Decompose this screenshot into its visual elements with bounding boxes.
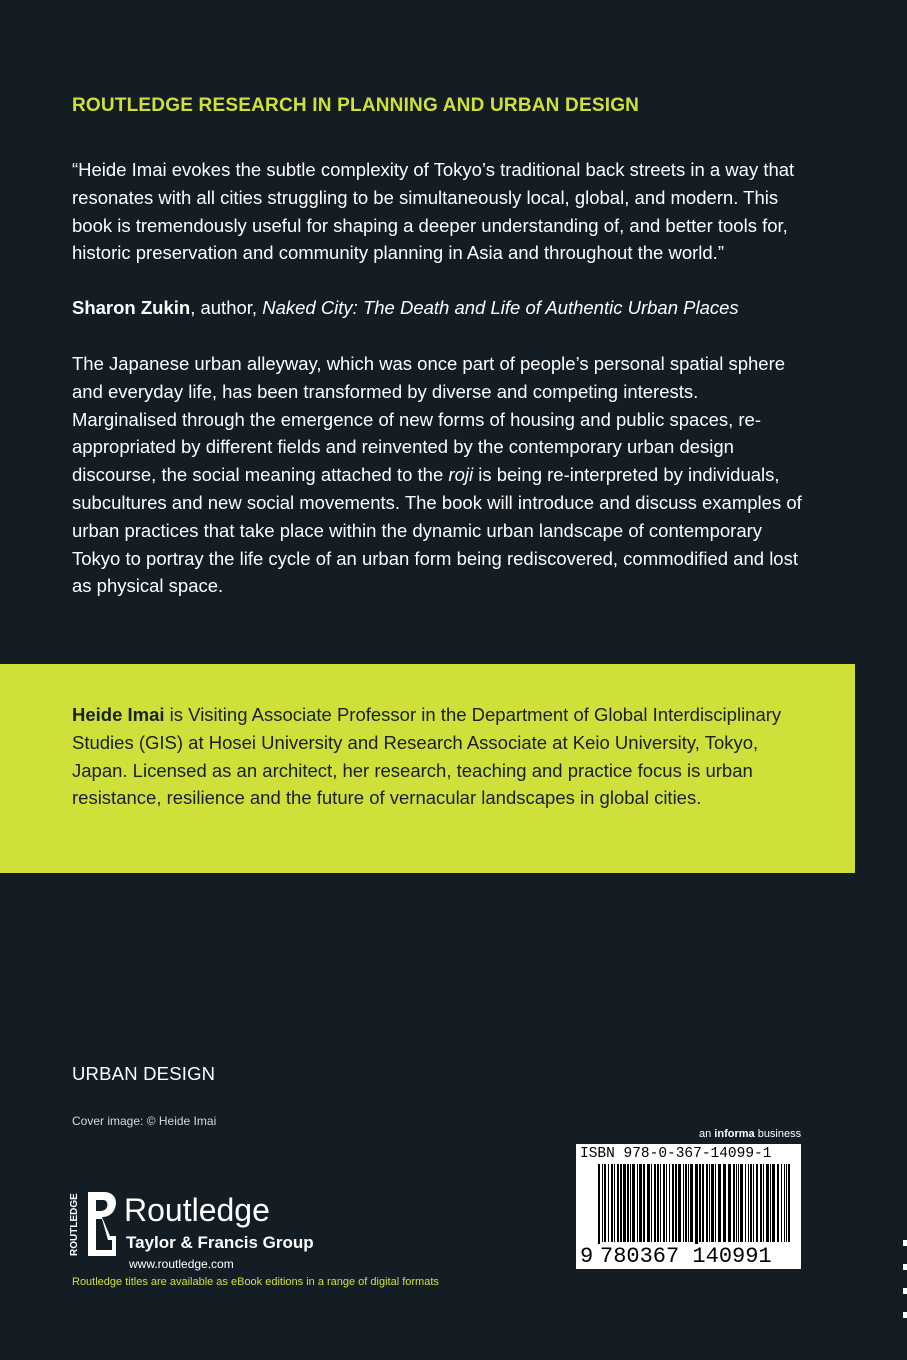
barcode-bar (672, 1164, 674, 1242)
subject-category: URBAN DESIGN (72, 1063, 216, 1084)
barcode-bar (647, 1164, 650, 1242)
author-bio-text: is Visiting Associate Professor in the Department of Global Interdisciplinary Studies (GIS) at Hosei University and Research Associate at Keio University, Tokyo, Japan. Licensed as an architect, her research, teaching and practice focus is urban resistance, resilience and the future of vernacular landscapes in global cities. (72, 704, 782, 809)
barcode-bar (728, 1164, 731, 1242)
description-part-2: is being re-interpreted by individuals, subcultures and new social movements. The book will introduce and discuss examples of urban practices that take place within the dynamic urban landscape of contemporary Tokyo to portray the life cycle of an urban form being rediscovered, commodified and lost as physical space. (72, 464, 802, 597)
barcode-bar (688, 1164, 689, 1242)
routledge-head-icon (82, 1190, 122, 1258)
barcode-bar (718, 1164, 721, 1242)
barcode-bar (777, 1164, 779, 1242)
routledge-logo (66, 1190, 366, 1265)
series-title: ROUTLEDGE RESEARCH IN PLANNING AND URBAN DESIGN (72, 95, 640, 116)
informa-brand: informa (714, 1128, 755, 1140)
barcode-bar (630, 1164, 631, 1242)
barcode-bar (663, 1164, 665, 1242)
routledge-vertical-wordmark (66, 1190, 80, 1258)
barcode-bar (669, 1164, 670, 1242)
barcode-bar (770, 1164, 771, 1242)
barcode-bar (602, 1164, 603, 1242)
publisher-url[interactable]: www.routledge.com (129, 1257, 234, 1271)
barcode-bar (699, 1164, 701, 1242)
endorser-role: , author, (190, 297, 263, 318)
barcode-bar (614, 1164, 615, 1242)
barcode-bar (723, 1164, 726, 1242)
informa-business: an informa business (699, 1128, 802, 1140)
isbn-first-digit: 9 (580, 1244, 596, 1269)
isbn-remaining-digits: 780367 140991 (600, 1244, 772, 1269)
isbn-digits (580, 1244, 798, 1269)
barcode-bar (709, 1164, 710, 1242)
barcode-bar (788, 1164, 790, 1242)
ebook-note: Routledge titles are available as eBook editions in a range of digital formats (72, 1276, 439, 1288)
isbn-label: ISBN 978-0-367-14099-1 (580, 1146, 772, 1162)
barcode-bar (685, 1164, 687, 1242)
barcode-bar (702, 1164, 704, 1242)
endorsement-attribution (72, 294, 832, 322)
publisher-group: Taylor & Francis Group (126, 1233, 314, 1252)
barcode-bar (748, 1164, 749, 1242)
barcode-bar (627, 1164, 629, 1242)
barcode-bar (620, 1164, 622, 1242)
barcode-bar (604, 1164, 606, 1242)
barcode-bar (639, 1164, 642, 1242)
barcode-bar (750, 1164, 752, 1242)
barcode-bar (766, 1164, 769, 1242)
barcode-bar (666, 1164, 667, 1242)
barcode-bar (784, 1164, 785, 1242)
barcode-bar (760, 1164, 762, 1242)
barcode-bar (781, 1164, 782, 1242)
svg-text:ROUTLEDGE: ROUTLEDGE (69, 1193, 80, 1256)
barcode-bar (738, 1164, 739, 1242)
isbn-barcode (576, 1144, 801, 1269)
barcode-bar (786, 1164, 787, 1242)
author-bio-panel (0, 664, 855, 873)
barcode-bar (623, 1164, 626, 1242)
barcode-bar (706, 1164, 708, 1242)
author-name: Heide Imai (72, 704, 165, 725)
description-part-1: The Japanese urban alleyway, which was once part of people’s personal spatial sphere and everyday life, has been transformed by diverse and competing interests. Marginalised through the emergence of new forms of housing and public spaces, re-appropriated by different fields and reinvented by the contemporary urban design discourse, the social meaning attached to the (72, 353, 786, 486)
barcode-bar (753, 1164, 754, 1242)
barcode-bar (763, 1164, 764, 1242)
book-description (72, 350, 807, 600)
description-term: roji (448, 464, 474, 486)
barcode-bar (608, 1164, 609, 1242)
barcode-bar (637, 1164, 638, 1242)
endorsement-quote: “Heide Imai evokes the subtle complexity of Tokyo’s traditional back streets in a way that resonates with all cities struggling to be simultaneously local, global, and modern. This book is tremendously useful for shaping a deeper understanding of, and better tools for, historic preservation and community planning in Asia and throughout the world.” (72, 159, 795, 264)
barcode-bar (683, 1164, 684, 1242)
barcode-bar (715, 1164, 716, 1242)
barcode-bar (643, 1164, 645, 1242)
barcode-bar (651, 1164, 652, 1242)
barcode-bar (675, 1164, 677, 1242)
barcode-bar (617, 1164, 619, 1242)
barcode-bar (657, 1164, 659, 1242)
barcode-bar (772, 1164, 775, 1242)
author-bio (72, 701, 792, 812)
scan-edge-marks (901, 1240, 907, 1330)
barcode-bar (654, 1164, 656, 1242)
barcode-bar (611, 1164, 613, 1242)
barcode-bar (690, 1164, 693, 1242)
barcode-bar (733, 1164, 735, 1242)
barcode-bar (740, 1164, 743, 1242)
barcode-bar (660, 1164, 661, 1242)
publisher-name: Routledge (124, 1192, 270, 1228)
barcode-bar (756, 1164, 758, 1242)
endorser-name: Sharon Zukin (72, 297, 191, 318)
barcode-bar (736, 1164, 737, 1242)
cover-credit: Cover image: © Heide Imai (72, 1114, 217, 1128)
barcode-bar (711, 1164, 714, 1242)
barcode-bar (632, 1164, 635, 1242)
barcode-bar (678, 1164, 681, 1242)
barcode-bar (745, 1164, 746, 1242)
endorser-work: Naked City: The Death and Life of Authentic Urban Places (262, 297, 739, 318)
